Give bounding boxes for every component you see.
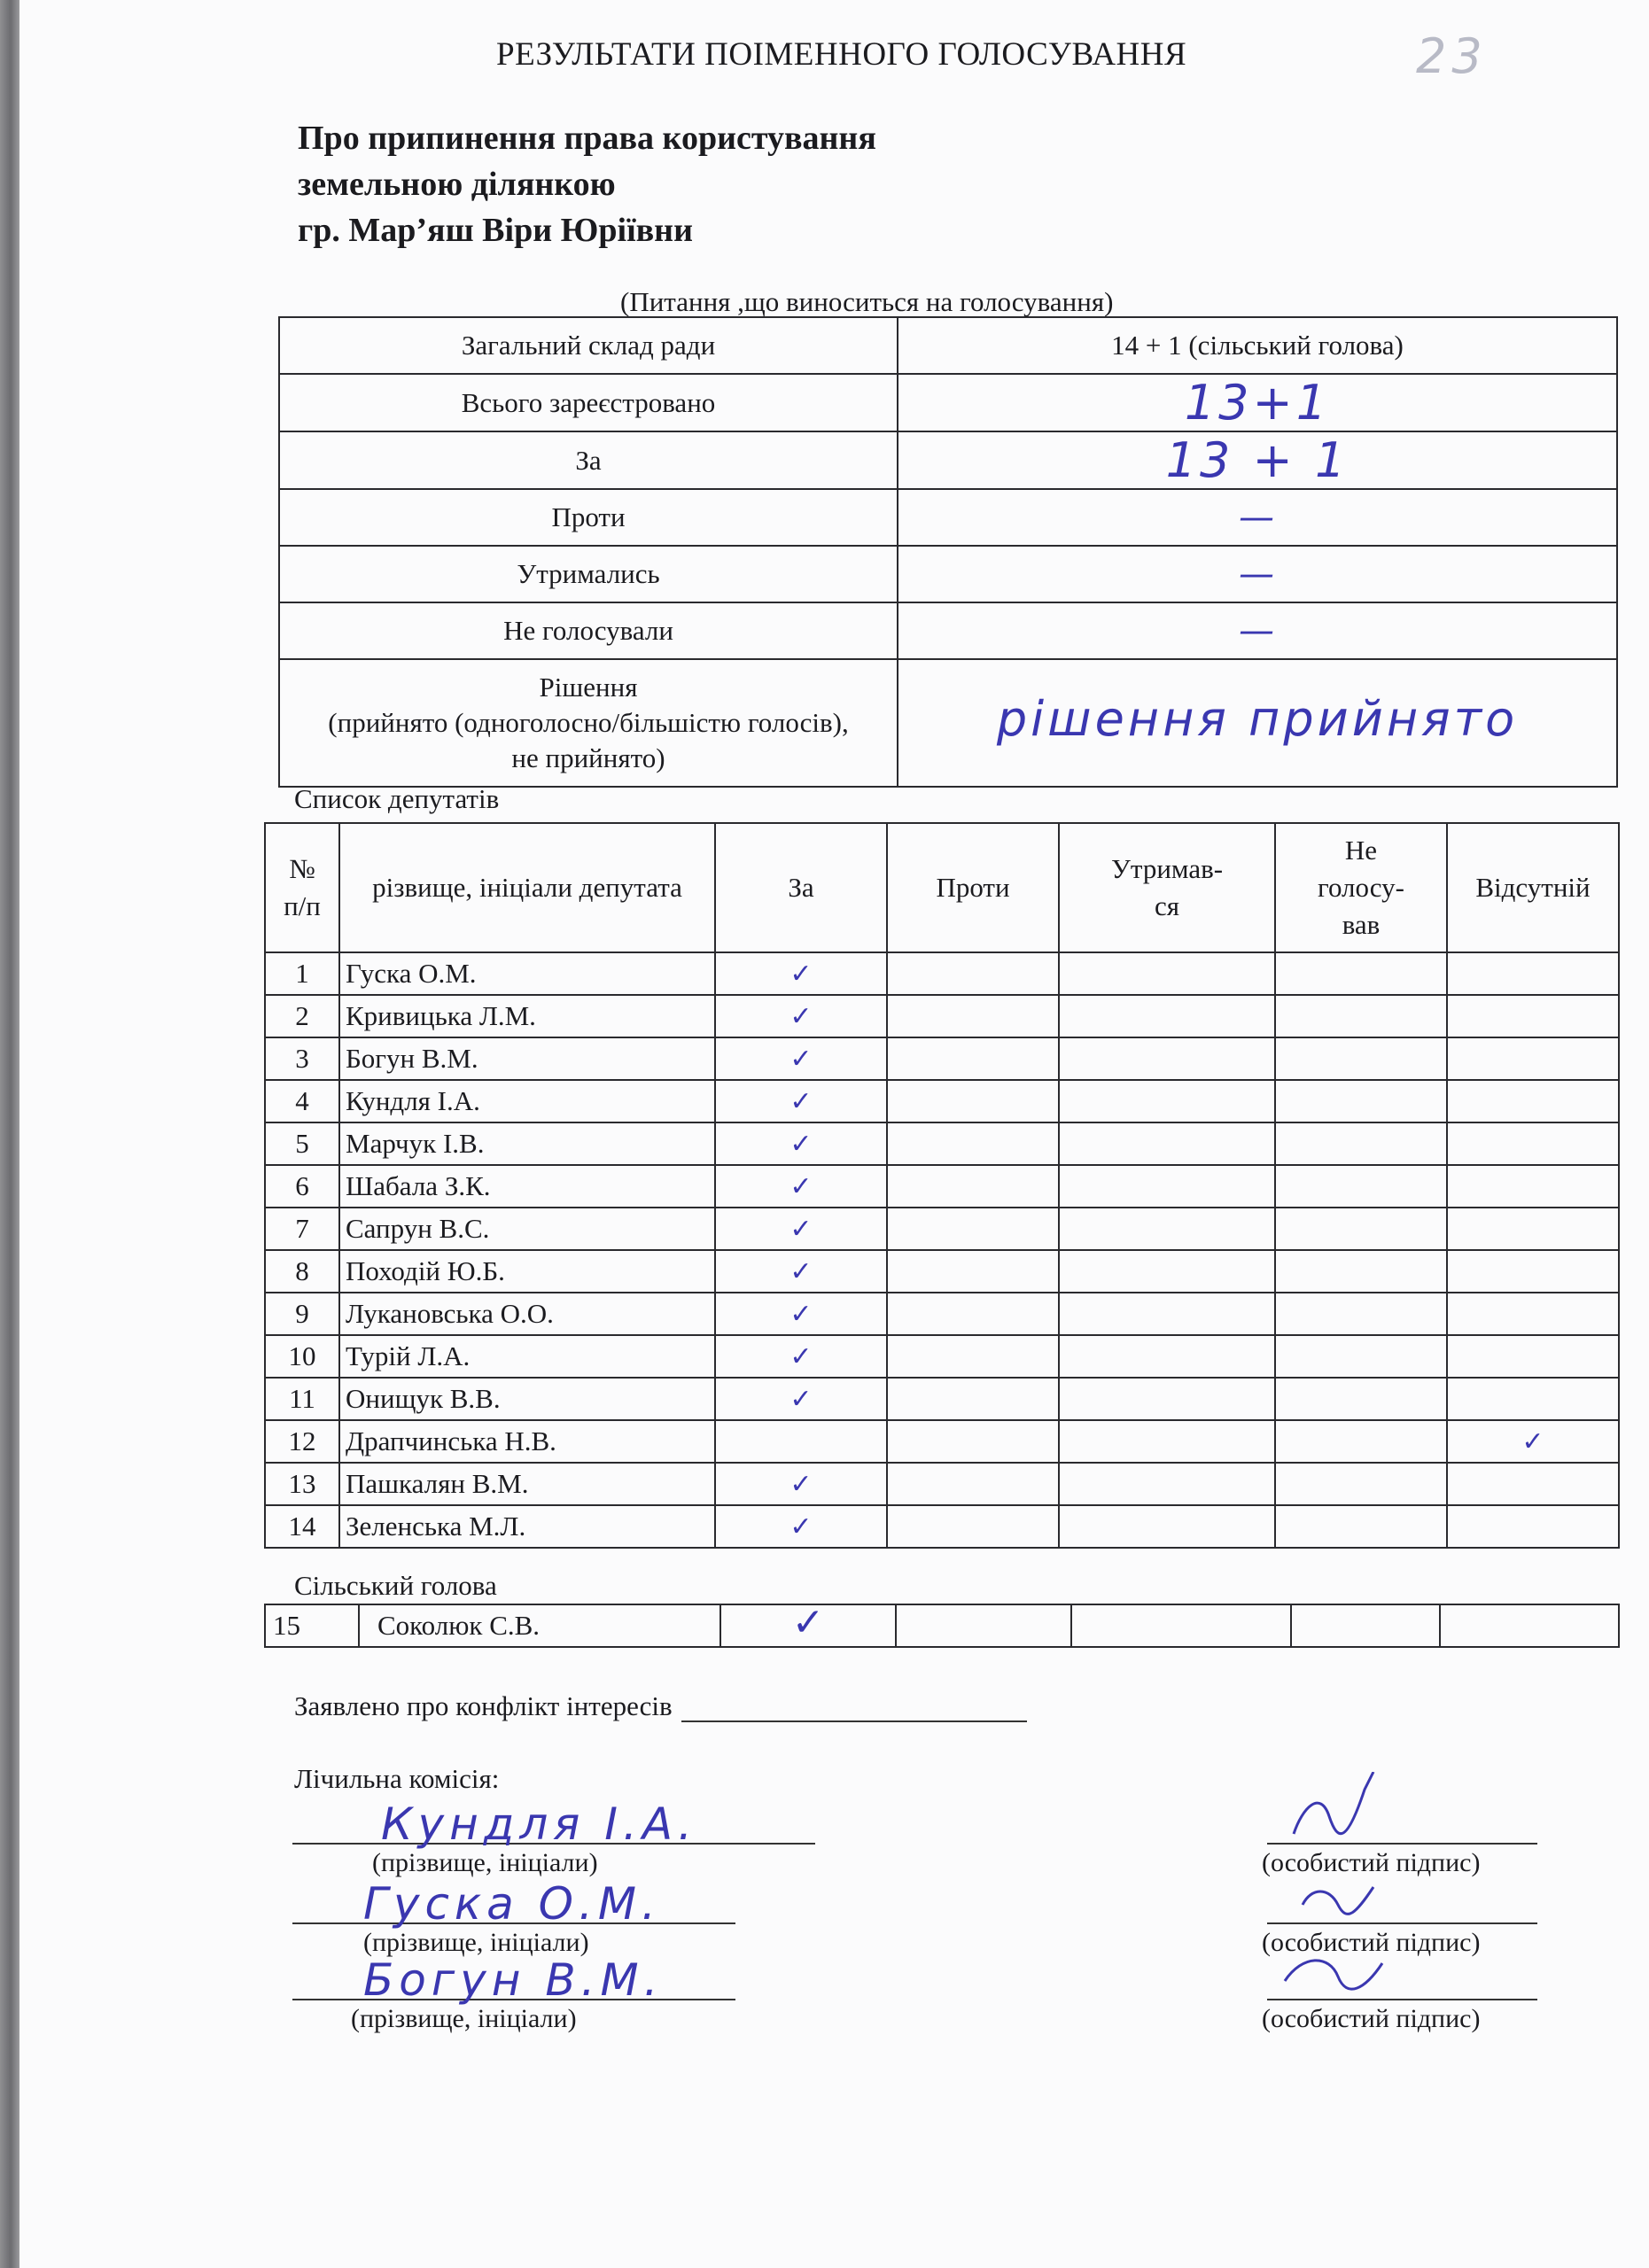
deputy-row: [265, 1505, 1619, 1548]
registered-label: Всього зареєстровано: [279, 374, 898, 431]
deputy-row: [265, 995, 1619, 1037]
not-voted-value: —: [1239, 610, 1276, 651]
vote-cell-absent: [1447, 1122, 1619, 1165]
conflict-of-interest: [294, 1690, 1027, 1722]
deputy-num: 6: [265, 1165, 339, 1208]
vote-cell-against: [887, 1037, 1059, 1080]
mayor-against-cell: [896, 1604, 1071, 1647]
header-not-voted: [1275, 823, 1447, 952]
deputy-row: [265, 1335, 1619, 1378]
vote-cell-against: [887, 1080, 1059, 1122]
deputy-num: 9: [265, 1293, 339, 1335]
deputy-name: Гуска О.М.: [339, 952, 715, 995]
vote-cell-not-voted: [1275, 952, 1447, 995]
vote-cell-for: [715, 1080, 887, 1122]
vote-cell-absent: [1447, 1378, 1619, 1420]
subject-line: земельною ділянкою: [298, 166, 616, 203]
deputy-row: [265, 1122, 1619, 1165]
vote-cell-for: [715, 1293, 887, 1335]
handwritten-name: Богун В.М.: [363, 1954, 664, 2006]
conflict-label: Заявлено про конфлікт інтересів: [294, 1690, 673, 1721]
signature-caption: (особистий підпис): [1262, 1928, 1481, 1957]
vote-cell-against: [887, 1463, 1059, 1505]
vote-cell-absent: [1447, 1037, 1619, 1080]
vote-cell-against: [887, 1378, 1059, 1420]
deputy-row: [265, 1293, 1619, 1335]
header-for: За: [715, 823, 887, 952]
name-caption: (прізвище, ініціали): [372, 1848, 598, 1877]
check-mark-icon: ✓: [789, 1341, 813, 1372]
vote-cell-against: [887, 1505, 1059, 1548]
deputy-name: Походій Ю.Б.: [339, 1250, 715, 1293]
deputy-num: 13: [265, 1463, 339, 1505]
check-mark-icon: ✓: [789, 959, 813, 990]
header-not-voted-line: Не: [1344, 835, 1378, 866]
vote-cell-absent: [1447, 1293, 1619, 1335]
signature-line: [1267, 1999, 1537, 2000]
vote-cell-not-voted: [1275, 1463, 1447, 1505]
check-mark-icon: ✓: [789, 1384, 813, 1415]
deputy-row: [265, 1165, 1619, 1208]
total-label: Загальний склад ради: [279, 317, 898, 374]
mayor-abstained-cell: [1071, 1604, 1291, 1647]
deputies-body: [265, 952, 1619, 1548]
header-name: різвище, ініціали депутата: [339, 823, 715, 952]
mayor-row: [265, 1604, 1619, 1647]
vote-cell-abstained: [1059, 1293, 1275, 1335]
vote-cell-for: [715, 1335, 887, 1378]
deputy-num: 10: [265, 1335, 339, 1378]
deputy-name: Сапрун В.С.: [339, 1208, 715, 1250]
vote-cell-not-voted: [1275, 1080, 1447, 1122]
deputy-row: [265, 1037, 1619, 1080]
subject-line: Про припинення права користування: [298, 120, 876, 157]
conflict-blank-line: [681, 1720, 1027, 1722]
check-mark-icon: ✓: [789, 1469, 813, 1500]
vote-cell-not-voted: [1275, 1420, 1447, 1463]
subject-line: гр. Мар’яш Віри Юріївни: [298, 212, 693, 249]
mayor-label: Сільський голова: [294, 1570, 497, 1601]
results-row: [279, 431, 1617, 489]
vote-cell-against: [887, 1420, 1059, 1463]
scan-edge: [0, 0, 19, 2268]
vote-cell-absent: [1447, 995, 1619, 1037]
vote-cell-against: [887, 952, 1059, 995]
deputy-name: Зеленська М.Л.: [339, 1505, 715, 1548]
results-row: [279, 602, 1617, 659]
vote-cell-absent: [1447, 1420, 1619, 1463]
mayor-name: Соколюк С.В.: [359, 1604, 720, 1647]
signature-caption: (особистий підпис): [1262, 1848, 1481, 1877]
results-row: [279, 489, 1617, 546]
deputy-num: 2: [265, 995, 339, 1037]
vote-cell-against: [887, 995, 1059, 1037]
commission-member-row: [292, 1878, 1630, 1958]
vote-cell-abstained: [1059, 1378, 1275, 1420]
vote-cell-abstained: [1059, 1037, 1275, 1080]
signature-line: [1267, 1843, 1537, 1845]
vote-cell-against: [887, 1208, 1059, 1250]
document-title: РЕЗУЛЬТАТИ ПОІМЕННОГО ГОЛОСУВАННЯ: [496, 36, 1187, 73]
header-not-voted-line: вав: [1342, 909, 1381, 940]
mayor-absent-cell: [1440, 1604, 1619, 1647]
vote-cell-not-voted: [1275, 1122, 1447, 1165]
header-not-voted-line: голосу-: [1318, 872, 1404, 903]
vote-cell-for: [715, 1165, 887, 1208]
check-mark-icon: ✓: [791, 1599, 825, 1645]
deputy-num: 14: [265, 1505, 339, 1548]
header-abstained-line: Утримав-: [1110, 853, 1224, 884]
vote-cell-abstained: [1059, 1505, 1275, 1548]
results-row: [279, 374, 1617, 431]
deputy-name: Лукановська О.О.: [339, 1293, 715, 1335]
commission-label: Лічильна комісія:: [294, 1763, 500, 1794]
vote-cell-absent: [1447, 952, 1619, 995]
vote-cell-not-voted: [1275, 1378, 1447, 1420]
deputy-name: Шабала З.К.: [339, 1165, 715, 1208]
check-mark-icon: ✓: [789, 1129, 813, 1160]
vote-cell-not-voted: [1275, 1335, 1447, 1378]
mayor-for-cell: [720, 1599, 896, 1647]
header-against: Проти: [887, 823, 1059, 952]
deputy-row: [265, 1378, 1619, 1420]
decision-label-line: Рішення: [539, 672, 638, 703]
vote-cell-abstained: [1059, 1122, 1275, 1165]
check-mark-icon: ✓: [789, 1256, 813, 1287]
header-abstained: [1059, 823, 1275, 952]
registered-value: 13+1: [1184, 375, 1331, 431]
results-row: [279, 546, 1617, 602]
deputy-row: [265, 1420, 1619, 1463]
deputy-name: Кривицька Л.М.: [339, 995, 715, 1037]
deputy-name: Турій Л.А.: [339, 1335, 715, 1378]
deputy-row: [265, 952, 1619, 995]
mayor-table: [264, 1599, 1620, 1648]
deputies-label: Список депутатів: [294, 783, 500, 814]
vote-cell-abstained: [1059, 952, 1275, 995]
vote-cell-absent: [1447, 1080, 1619, 1122]
signature-mark: [1267, 1852, 1391, 1931]
results-row: [279, 317, 1617, 374]
deputy-name: Онищук В.В.: [339, 1378, 715, 1420]
decision-label-line: не прийнято): [511, 742, 665, 773]
deputy-name: Марчук І.В.: [339, 1122, 715, 1165]
deputy-row: [265, 1080, 1619, 1122]
vote-cell-not-voted: [1275, 1505, 1447, 1548]
deputy-num: 1: [265, 952, 339, 995]
vote-cell-abstained: [1059, 1420, 1275, 1463]
decision-label-line: (прийнято (одноголосно/більшістю голосів),: [328, 707, 849, 738]
vote-cell-abstained: [1059, 995, 1275, 1037]
vote-cell-against: [887, 1122, 1059, 1165]
abstained-label: Утримались: [279, 546, 898, 602]
header-num-line: п/п: [284, 890, 321, 921]
header-num-line: №: [289, 853, 315, 884]
deputies-table: [264, 822, 1620, 1549]
deputy-num: 11: [265, 1378, 339, 1420]
deputy-name: Кундля І.А.: [339, 1080, 715, 1122]
vote-cell-not-voted: [1275, 995, 1447, 1037]
vote-cell-for: [715, 1250, 887, 1293]
vote-cell-for: [715, 1378, 887, 1420]
vote-cell-absent: [1447, 1505, 1619, 1548]
subject-heading: [298, 115, 876, 253]
not-voted-label: Не голосували: [279, 602, 898, 659]
check-mark-icon: ✓: [789, 1511, 813, 1542]
vote-cell-against: [887, 1250, 1059, 1293]
header-num: [265, 823, 339, 952]
vote-cell-absent: [1447, 1335, 1619, 1378]
deputy-name: Пашкалян В.М.: [339, 1463, 715, 1505]
against-value: —: [1239, 497, 1276, 538]
vote-cell-abstained: [1059, 1165, 1275, 1208]
vote-cell-abstained: [1059, 1208, 1275, 1250]
question-caption: (Питання ,що виноситься на голосування): [620, 286, 1114, 317]
vote-cell-against: [887, 1165, 1059, 1208]
abstained-value: —: [1239, 554, 1276, 594]
page-number: 23: [1416, 28, 1488, 84]
check-mark-icon: ✓: [789, 1299, 813, 1330]
deputy-num: 4: [265, 1080, 339, 1122]
vote-cell-not-voted: [1275, 1037, 1447, 1080]
deputy-name: Богун В.М.: [339, 1037, 715, 1080]
vote-cell-for: [715, 1463, 887, 1505]
vote-cell-for: [715, 1505, 887, 1548]
handwritten-name: Гуска О.М.: [363, 1878, 661, 1930]
vote-cell-abstained: [1059, 1463, 1275, 1505]
vote-cell-against: [887, 1335, 1059, 1378]
vote-cell-not-voted: [1275, 1208, 1447, 1250]
mayor-num: 15: [265, 1604, 359, 1647]
header-abstained-line: ся: [1154, 890, 1180, 921]
vote-cell-for: [715, 1420, 887, 1463]
vote-cell-for: [715, 995, 887, 1037]
vote-cell-abstained: [1059, 1250, 1275, 1293]
decision-value: рішення прийнято: [996, 691, 1519, 747]
vote-cell-abstained: [1059, 1335, 1275, 1378]
deputy-row: [265, 1250, 1619, 1293]
vote-cell-not-voted: [1275, 1165, 1447, 1208]
vote-cell-against: [887, 1293, 1059, 1335]
deputy-row: [265, 1208, 1619, 1250]
deputies-header-row: [265, 823, 1619, 952]
vote-cell-for: [715, 1037, 887, 1080]
check-mark-icon: ✓: [789, 1086, 813, 1117]
signature-mark: [1267, 1928, 1391, 2008]
vote-cell-absent: [1447, 1250, 1619, 1293]
deputy-num: 3: [265, 1037, 339, 1080]
vote-cell-for: [715, 1122, 887, 1165]
mayor-not-voted-cell: [1291, 1604, 1440, 1647]
signature-mark: [1267, 1772, 1391, 1852]
name-caption: (прізвище, ініціали): [351, 2004, 577, 2033]
for-value: 13 + 1: [1165, 432, 1350, 488]
deputy-row: [265, 1463, 1619, 1505]
vote-cell-absent: [1447, 1463, 1619, 1505]
check-mark-icon: ✓: [1521, 1426, 1544, 1457]
vote-cell-abstained: [1059, 1080, 1275, 1122]
check-mark-icon: ✓: [789, 1044, 813, 1075]
vote-cell-absent: [1447, 1208, 1619, 1250]
signature-caption: (особистий підпис): [1262, 2004, 1481, 2033]
vote-cell-not-voted: [1275, 1293, 1447, 1335]
for-label: За: [279, 431, 898, 489]
vote-cell-not-voted: [1275, 1250, 1447, 1293]
handwritten-name: Кундля І.А.: [381, 1798, 698, 1850]
total-value: 14 + 1 (сільський голова): [898, 317, 1617, 374]
deputy-name: Драпчинська Н.В.: [339, 1420, 715, 1463]
vote-cell-absent: [1447, 1165, 1619, 1208]
vote-cell-for: [715, 952, 887, 995]
deputy-num: 5: [265, 1122, 339, 1165]
deputy-num: 7: [265, 1208, 339, 1250]
decision-label: [279, 659, 898, 787]
vote-cell-for: [715, 1208, 887, 1250]
header-absent: Відсутній: [1447, 823, 1619, 952]
results-row: [279, 659, 1617, 787]
check-mark-icon: ✓: [789, 1001, 813, 1032]
against-label: Проти: [279, 489, 898, 546]
check-mark-icon: ✓: [789, 1171, 813, 1202]
check-mark-icon: ✓: [789, 1214, 813, 1245]
deputy-num: 8: [265, 1250, 339, 1293]
signature-line: [1267, 1922, 1537, 1924]
commission-member-row: [292, 1954, 1630, 2034]
commission-member-row: [292, 1798, 1630, 1878]
results-table: [278, 316, 1618, 788]
name-caption: (прізвище, ініціали): [363, 1928, 589, 1957]
deputy-num: 12: [265, 1420, 339, 1463]
